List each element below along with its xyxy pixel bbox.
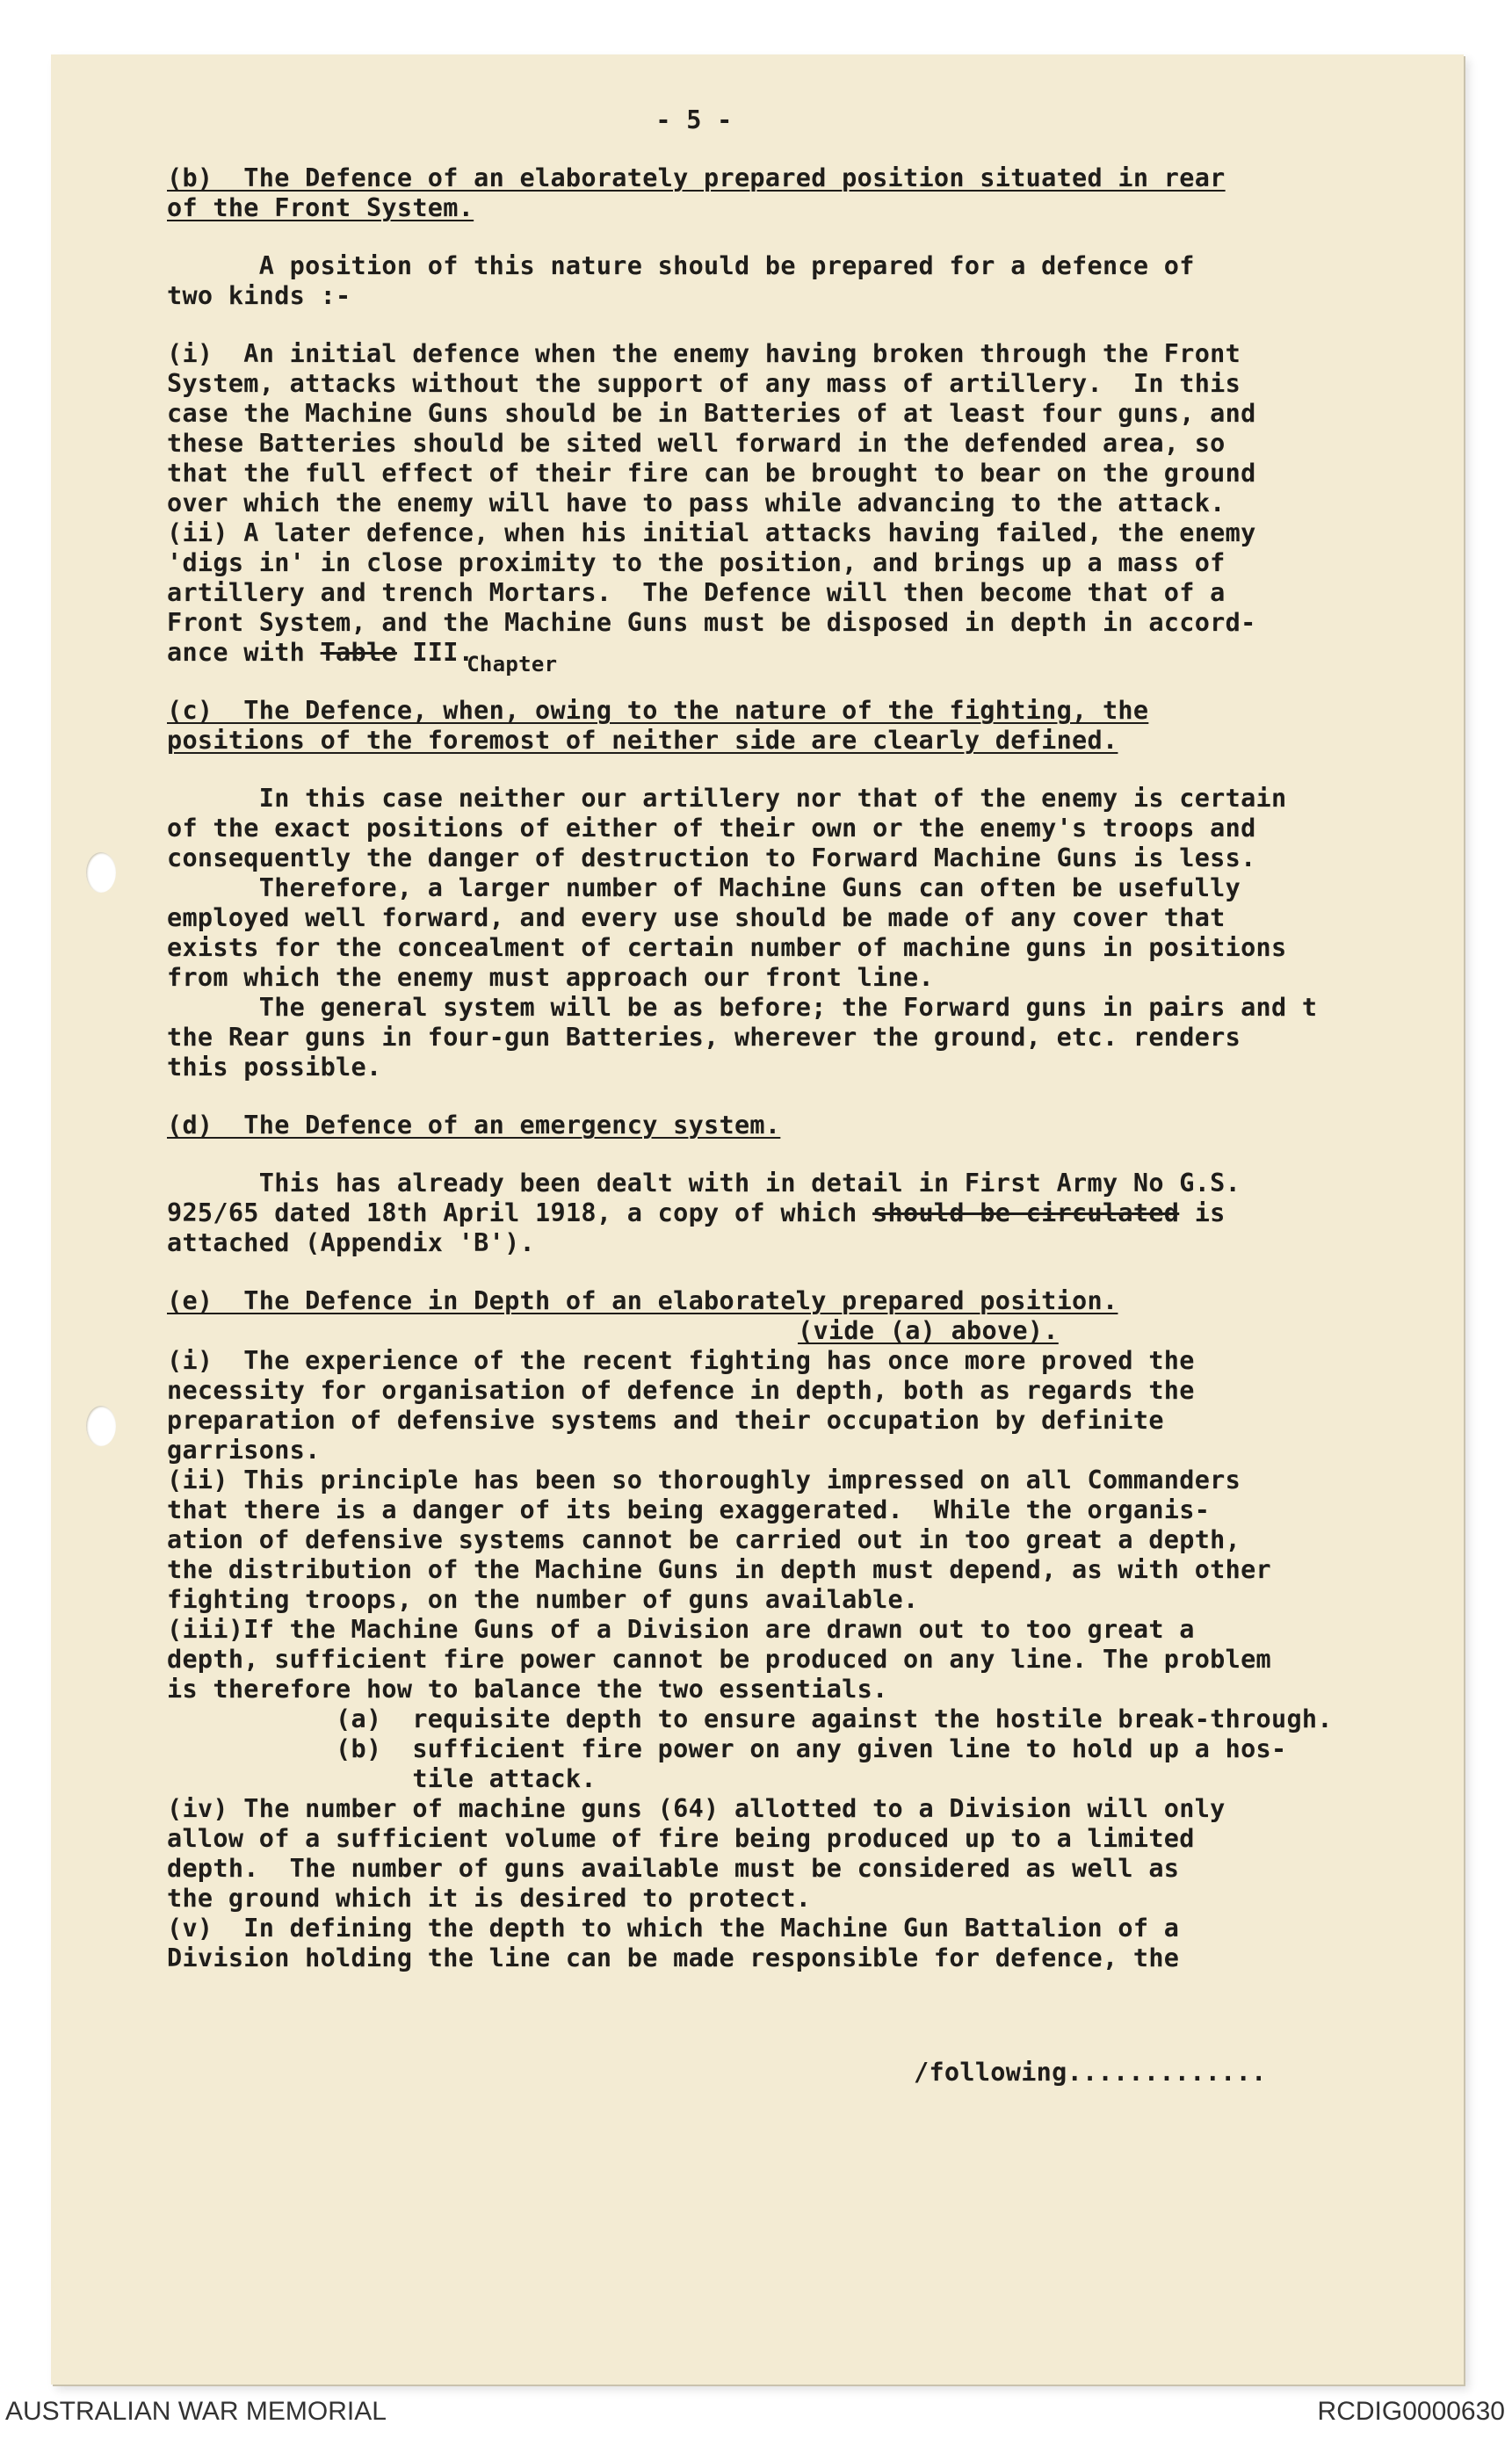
- last-line-suffix: III.: [396, 638, 474, 667]
- section-d-body-line: attached (Appendix 'B').: [167, 1228, 536, 1257]
- section-b-intro-line: two kinds :-: [167, 281, 351, 310]
- section-e-body-line: ation of defensive systems cannot be carried out in too great a depth,: [167, 1525, 1241, 1554]
- struck-phrase: should be circulated: [872, 1198, 1180, 1227]
- section-c-body-line: Therefore, a larger number of Machine Guns can often be usefully: [167, 873, 1241, 902]
- section-c-body-line: The general system will be as before; the Forward guns in pairs and t: [167, 993, 1318, 1022]
- section-e-body-line: Division holding the line can be made responsible for defence, the: [167, 1943, 1180, 1972]
- section-e-body-line: is therefore how to balance the two essentials.: [167, 1675, 888, 1704]
- section-c-body-line: exists for the concealment of certain number of machine guns in positions: [167, 933, 1287, 962]
- section-b-body-line: (ii) A later defence, when his initial attacks having failed, the enemy: [167, 518, 1256, 547]
- section-e-body-line: necessity for organisation of defence in depth, both as regards the: [167, 1376, 1195, 1405]
- section-b-body-line: System, attacks without the support of any mass of artillery. In this: [167, 369, 1241, 398]
- punch-hole-top: [86, 852, 116, 893]
- struck-word: Table: [320, 638, 397, 667]
- section-e-body-line: (iv) The number of machine guns (64) allotted to a Division will only: [167, 1794, 1226, 1823]
- section-e-body-line: (v) In defining the depth to which the Machine Gun Battalion of a: [167, 1914, 1180, 1943]
- footer-archive-name: AUSTRALIAN WAR MEMORIAL: [5, 2397, 387, 2426]
- footer-record-id: RCDIG0000630: [1317, 2397, 1505, 2426]
- section-e-body-line: depth, sufficient fire power cannot be produced on any line. The problem: [167, 1645, 1272, 1674]
- typed-text-block: [167, 105, 1450, 2088]
- section-e-body-line: allow of a sufficient volume of fire being produced up to a limited: [167, 1824, 1195, 1853]
- section-b-body-line: (i) An initial defence when the enemy having broken through the Front: [167, 339, 1241, 368]
- section-c-heading-line1: (c) The Defence, when, owing to the nature of the fighting, the: [167, 696, 1149, 725]
- d-line2-prefix: 925/65 dated 18th April 1918, a copy of which: [167, 1198, 873, 1227]
- section-b-intro-line: A position of this nature should be prepared for a defence of: [167, 251, 1195, 280]
- section-b-body-line: these Batteries should be sited well forward in the defended area, so: [167, 429, 1226, 458]
- last-line-prefix: ance with: [167, 638, 321, 667]
- section-e-body-line: that there is a danger of its being exaggerated. While the organis-: [167, 1495, 1211, 1524]
- section-c-body-line: of the exact positions of either of their own or the enemy's troops and: [167, 814, 1256, 843]
- section-e-body-line: (i) The experience of the recent fighting has once more proved the: [167, 1346, 1195, 1375]
- section-c-body-line: consequently the danger of destruction to Forward Machine Guns is less.: [167, 843, 1256, 872]
- section-e-heading: (e) The Defence in Depth of an elaborately prepared position.: [167, 1286, 1118, 1315]
- section-b-body-line: Front System, and the Machine Guns must be disposed in depth in accord-: [167, 608, 1256, 637]
- punch-hole-bottom: [86, 1406, 116, 1446]
- section-b-last-line: [167, 638, 1450, 677]
- section-e-body-line: (a) requisite depth to ensure against the hostile break-through.: [167, 1704, 1333, 1733]
- section-e-body-line: (b) sufficient fire power on any given line to hold up a hos-: [167, 1734, 1287, 1763]
- d-line2-suffix: is: [1179, 1198, 1226, 1227]
- section-b-body-line: that the full effect of their fire can be brought to bear on the ground: [167, 459, 1256, 488]
- section-d-body-line-2: [167, 1198, 1450, 1228]
- section-e-subheading: (vide (a) above).: [798, 1316, 1059, 1345]
- section-b-heading-line1: (b) The Defence of an elaborately prepared position situated in rear: [167, 163, 1226, 192]
- archive-footer: [0, 2392, 1512, 2439]
- section-e-body-line: (ii) This principle has been so thoroughly impressed on all Commanders: [167, 1466, 1241, 1495]
- section-c-body-line: employed well forward, and every use should be made of any cover that: [167, 903, 1226, 932]
- section-b-body-line: 'digs in' in close proximity to the position, and brings up a mass of: [167, 548, 1226, 577]
- section-e-body-line: depth. The number of guns available must be considered as well as: [167, 1854, 1180, 1883]
- section-e-body-line: the ground which it is desired to protect.: [167, 1884, 812, 1913]
- section-b-body-line: over which the enemy will have to pass while advancing to the attack.: [167, 489, 1226, 517]
- catchword: /following.............: [914, 2058, 1267, 2087]
- section-e-body-line: fighting troops, on the number of guns available.: [167, 1585, 919, 1614]
- section-e-body-line: preparation of defensive systems and their occupation by definite: [167, 1406, 1164, 1435]
- section-c-body-line: from which the enemy must approach our front line.: [167, 963, 934, 992]
- section-c-body-line: this possible.: [167, 1053, 382, 1082]
- section-e-body-line: the distribution of the Machine Guns in depth must depend, as with other: [167, 1555, 1272, 1584]
- section-b-body-line: artillery and trench Mortars. The Defence will then become that of a: [167, 578, 1226, 607]
- section-c-heading-line2: positions of the foremost of neither side are clearly defined.: [167, 726, 1118, 755]
- section-d-body-line: This has already been dealt with in detail in First Army No G.S.: [167, 1169, 1241, 1198]
- section-c-body-line: the Rear guns in four-gun Batteries, wherever the ground, etc. renders: [167, 1023, 1241, 1052]
- section-e-body-line: garrisons.: [167, 1436, 321, 1465]
- inserted-word: Chapter: [467, 652, 558, 677]
- section-e-body-line: tile attack.: [167, 1764, 597, 1793]
- section-e-body-line: (iii)If the Machine Guns of a Division are drawn out to too great a: [167, 1615, 1195, 1644]
- section-b-heading-line2: of the Front System.: [167, 193, 474, 222]
- section-b-body-line: case the Machine Guns should be in Batteries of at least four guns, and: [167, 399, 1256, 428]
- page-number: - 5 -: [655, 105, 733, 134]
- section-d-heading: (d) The Defence of an emergency system.: [167, 1111, 781, 1140]
- section-c-body-line: In this case neither our artillery nor that of the enemy is certain: [167, 784, 1287, 813]
